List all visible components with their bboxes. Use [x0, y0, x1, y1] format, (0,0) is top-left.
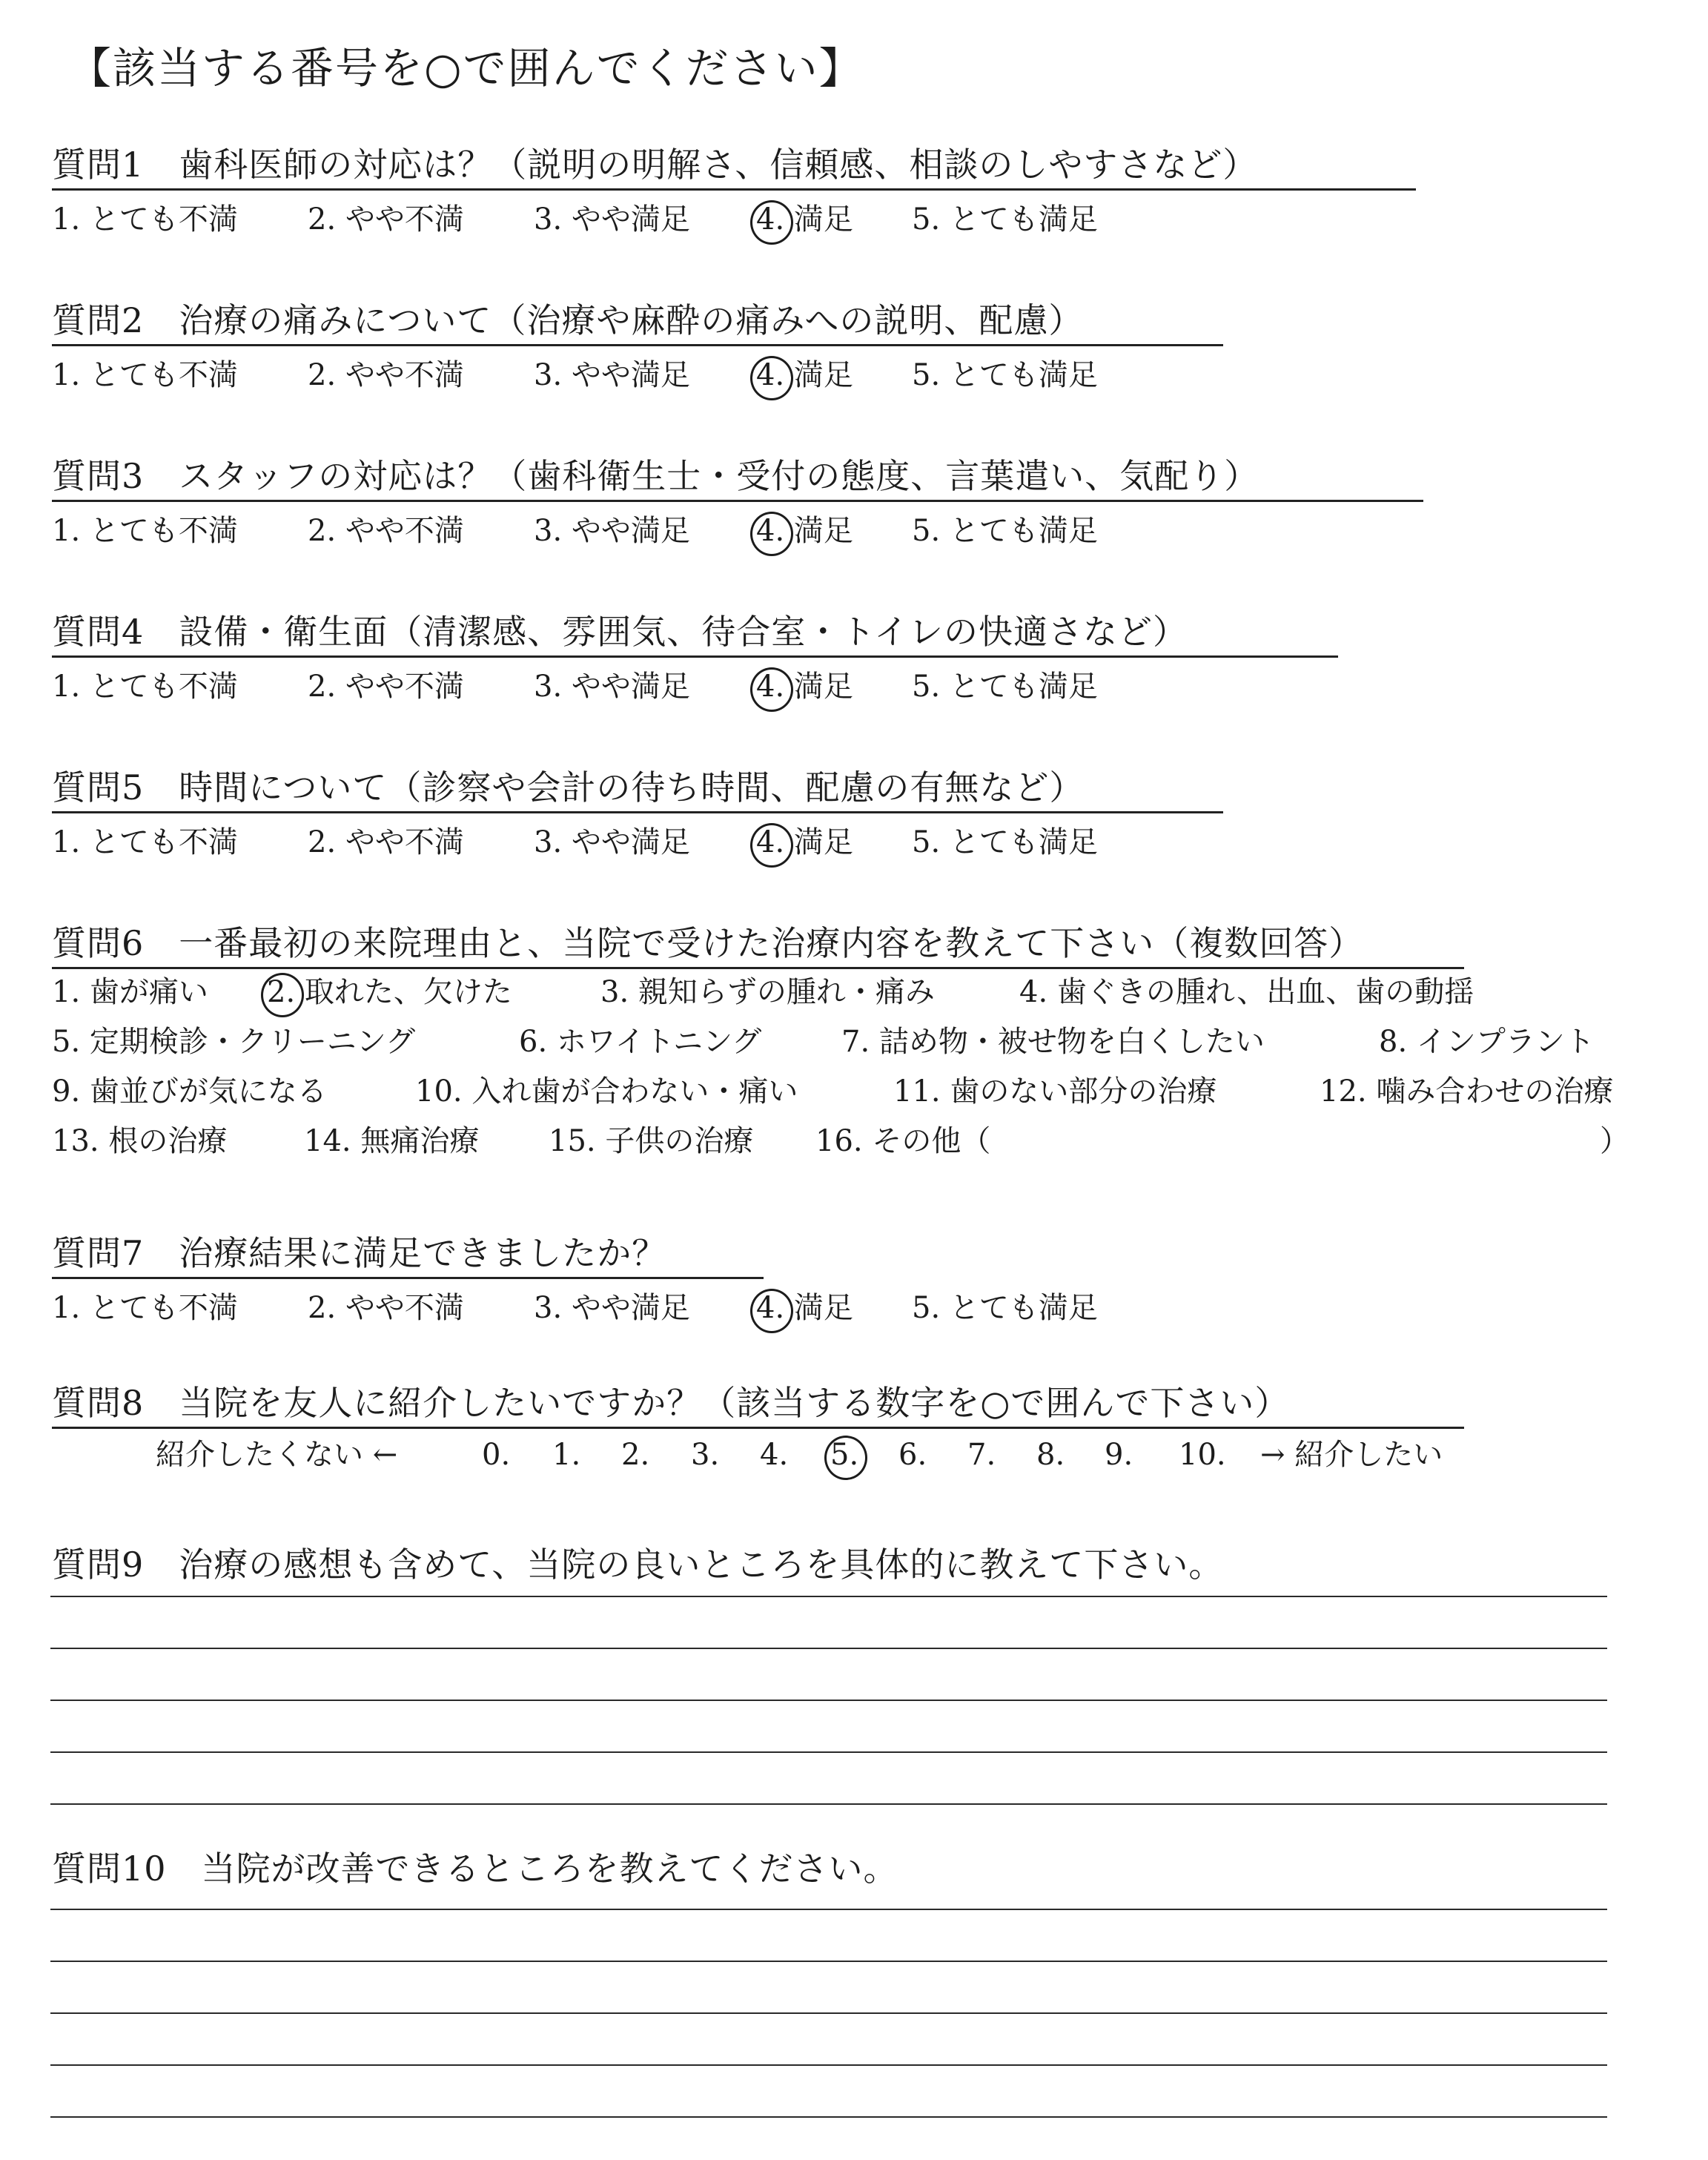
answer-option[interactable] [308, 820, 464, 865]
option-number: 14. [304, 1124, 351, 1158]
answer-option[interactable] [308, 197, 464, 242]
answer-option[interactable] [52, 820, 238, 865]
answer-option[interactable] [534, 1286, 690, 1330]
question-5-title: 質問5 時間について（診察や会計の待ち時間、配慮の有無など） [52, 767, 1085, 807]
option-label: 満足 [793, 202, 853, 237]
answer-option[interactable] [756, 509, 853, 553]
answer-line [50, 1596, 1607, 1597]
answer-option[interactable] [519, 1020, 761, 1064]
answer-option[interactable] [52, 1119, 227, 1163]
answer-line [50, 2116, 1607, 2118]
scale-number: 9. [1105, 1438, 1133, 1472]
scale-option[interactable] [760, 1433, 788, 1477]
answer-option[interactable] [52, 509, 238, 553]
scale-option[interactable] [1179, 1433, 1226, 1477]
question-2-title: 質問2 治療の痛みについて（治療や麻酔の痛みへの説明、配慮） [52, 300, 1084, 340]
option-number: 11. [893, 1074, 941, 1109]
scale-number: 10. [1179, 1438, 1226, 1472]
option-label: とても不満 [89, 825, 238, 859]
scale-option[interactable] [898, 1433, 927, 1477]
option-number-circled: 4. [756, 1286, 784, 1330]
option-number: 1. [52, 358, 81, 392]
answer-option[interactable] [52, 1286, 238, 1330]
scale-option[interactable] [691, 1433, 719, 1477]
answer-option[interactable] [534, 820, 690, 865]
scale-option[interactable] [967, 1433, 996, 1477]
answer-line [50, 2064, 1607, 2066]
option-label: やや満足 [571, 358, 690, 392]
option-label: 歯のない部分の治療 [950, 1074, 1217, 1109]
option-label: とても満足 [949, 670, 1098, 704]
scale-number: 1. [552, 1438, 581, 1472]
option-label: 歯ぐきの腫れ、出血、歯の動揺 [1056, 975, 1474, 1009]
answer-option[interactable] [912, 820, 1098, 865]
scale-option[interactable] [1036, 1433, 1065, 1477]
option-number-circled: 4. [756, 820, 784, 865]
option-label: 満足 [793, 514, 853, 548]
question-4-underline [52, 655, 1338, 658]
option-number: 13. [52, 1124, 99, 1158]
answer-line [50, 1648, 1607, 1649]
option-label: 親知らずの腫れ・痛み [638, 975, 935, 1009]
answer-option[interactable] [534, 197, 690, 242]
option-label: 満足 [793, 670, 853, 704]
answer-option[interactable] [534, 353, 690, 397]
answer-option[interactable] [549, 1119, 753, 1163]
answer-option[interactable] [308, 353, 464, 397]
option-label: とても不満 [89, 670, 238, 704]
option-label: とても満足 [949, 202, 1098, 237]
option-label: とても満足 [949, 1291, 1098, 1325]
option-number: 15. [549, 1124, 596, 1158]
answer-line [50, 2012, 1607, 2014]
scale-left-label: 紹介したくない ← [156, 1438, 398, 1472]
option-number: 10. [415, 1074, 463, 1109]
option-label: 満足 [793, 825, 853, 859]
option-number: 12. [1320, 1074, 1367, 1109]
option-number: 3. [534, 202, 563, 237]
question-2-underline [52, 344, 1223, 346]
answer-option[interactable] [841, 1020, 1265, 1064]
option-number: 7. [841, 1025, 870, 1059]
answer-option[interactable] [415, 1069, 798, 1114]
answer-option[interactable] [308, 664, 464, 709]
option-label: とても満足 [949, 358, 1098, 392]
scale-number: 7. [967, 1438, 996, 1472]
question-10-title: 質問10 当院が改善できるところを教えてください。 [52, 1849, 898, 1889]
answer-option[interactable] [534, 664, 690, 709]
option-number-circled: 4. [756, 664, 784, 709]
option-label: やや不満 [345, 202, 464, 237]
scale-option[interactable] [621, 1433, 649, 1477]
scale-option[interactable] [830, 1433, 858, 1477]
other-close-paren: ） [1600, 1124, 1629, 1158]
answer-option[interactable] [52, 970, 208, 1014]
question-9-title: 質問9 治療の感想も含めて、当院の良いところを具体的に教えて下さい。 [52, 1545, 1224, 1585]
scale-number: 2. [621, 1438, 650, 1472]
option-number: 1. [52, 514, 81, 548]
answer-option[interactable] [52, 664, 238, 709]
answer-option[interactable] [912, 509, 1098, 553]
option-label: やや不満 [345, 1291, 464, 1325]
answer-option[interactable] [756, 197, 853, 242]
option-number: 1. [52, 670, 81, 704]
option-label: とても不満 [89, 1291, 238, 1325]
option-label: 噛み合わせの治療 [1376, 1074, 1614, 1109]
option-number: 5. [912, 1291, 941, 1325]
scale-option[interactable] [552, 1433, 580, 1477]
answer-line [50, 1751, 1607, 1753]
option-label: 入れ歯が合わない・痛い [471, 1074, 798, 1109]
option-number: 3. [534, 670, 563, 704]
option-label: ホワイトニング [556, 1025, 762, 1059]
option-label: インプラント [1416, 1025, 1595, 1059]
question-5-underline [52, 811, 1223, 813]
option-label: 詰め物・被せ物を白くしたい [878, 1025, 1265, 1059]
option-number: 5. [912, 202, 941, 237]
answer-option[interactable] [308, 1286, 464, 1330]
option-label: やや不満 [345, 514, 464, 548]
option-label: やや不満 [345, 825, 464, 859]
question-3-title: 質問3 スタッフの対応は？（歯科衛生士・受付の態度、言葉遣い、気配り） [52, 456, 1260, 496]
answer-option[interactable] [912, 197, 1098, 242]
answer-option[interactable] [912, 353, 1098, 397]
option-number: 2. [308, 358, 337, 392]
option-number: 2. [308, 202, 337, 237]
scale-option[interactable] [482, 1433, 510, 1477]
option-number: 3. [534, 825, 563, 859]
question-3-underline [52, 500, 1423, 502]
answer-option[interactable] [756, 1286, 853, 1330]
answer-option[interactable] [52, 353, 238, 397]
option-number: 3. [534, 514, 563, 548]
option-number: 2. [308, 1291, 337, 1325]
option-number-circled: 4. [756, 197, 784, 242]
option-label: とても不満 [89, 202, 238, 237]
option-label: やや満足 [571, 825, 690, 859]
option-number: 3. [534, 358, 563, 392]
option-label: やや満足 [571, 514, 690, 548]
answer-option[interactable] [1019, 970, 1474, 1014]
option-label: 子供の治療 [605, 1124, 754, 1158]
answer-option[interactable] [267, 970, 512, 1014]
question-4-title: 質問4 設備・衛生面（清潔感、雰囲気、待合室・トイレの快適さなど） [52, 612, 1188, 652]
answer-option[interactable] [52, 1069, 327, 1114]
scale-number: 4. [760, 1438, 789, 1472]
answer-option[interactable] [534, 509, 690, 553]
option-label: 定期検診・クリーニング [89, 1025, 416, 1059]
answer-option[interactable] [815, 1119, 990, 1163]
answer-line [50, 1961, 1607, 1962]
option-number: 5. [912, 514, 941, 548]
option-number: 3. [534, 1291, 563, 1325]
answer-option[interactable] [912, 664, 1098, 709]
option-label: とても満足 [949, 514, 1098, 548]
scale-number: 0. [482, 1438, 511, 1472]
option-number: 2. [308, 514, 337, 548]
scale-number-circled: 5. [830, 1433, 858, 1477]
answer-line [50, 1803, 1607, 1805]
option-number: 1. [52, 202, 81, 237]
answer-option[interactable] [756, 664, 853, 709]
option-label: 歯が痛い [89, 975, 208, 1009]
scale-number: 8. [1036, 1438, 1065, 1472]
question-1-underline [52, 188, 1416, 191]
question-8-title: 質問8 当院を友人に紹介したいですか？（該当する数字を○で囲んで下さい） [52, 1383, 1290, 1423]
option-number: 5. [912, 670, 941, 704]
option-label: とても満足 [949, 825, 1098, 859]
question-8-underline [52, 1427, 1464, 1429]
option-number: 2. [308, 670, 337, 704]
option-number-circled: 2. [267, 970, 295, 1014]
option-number: 1. [52, 825, 81, 859]
question-7-underline [52, 1277, 764, 1279]
question-1-title: 質問1 歯科医師の対応は？（説明の明解さ、信頼感、相談のしやすさなど） [52, 145, 1258, 185]
option-label: 無痛治療 [360, 1124, 480, 1158]
answer-line [50, 1909, 1607, 1910]
answer-option[interactable] [756, 353, 853, 397]
option-number: 5. [912, 358, 941, 392]
answer-option[interactable] [1320, 1069, 1613, 1114]
option-label: やや満足 [571, 1291, 690, 1325]
option-number: 16. [815, 1124, 863, 1158]
option-label: その他（ [872, 1124, 991, 1158]
answer-option[interactable] [893, 1069, 1217, 1114]
option-number: 5. [912, 825, 941, 859]
page-title: 【該当する番号を○で囲んでください】 [68, 43, 864, 93]
option-number: 8. [1379, 1025, 1408, 1059]
option-label: やや満足 [571, 670, 690, 704]
answer-option[interactable] [1379, 1020, 1595, 1064]
answer-option[interactable] [756, 820, 853, 865]
option-label: とても不満 [89, 358, 238, 392]
option-number: 2. [308, 825, 337, 859]
scale-option[interactable] [1105, 1433, 1133, 1477]
option-label: 満足 [793, 358, 853, 392]
option-number: 9. [52, 1074, 81, 1109]
answer-option[interactable] [600, 970, 935, 1014]
answer-option[interactable] [52, 197, 238, 242]
option-number-circled: 4. [756, 509, 784, 553]
option-label: やや不満 [345, 670, 464, 704]
option-number: 1. [52, 1291, 81, 1325]
option-label: 満足 [793, 1291, 853, 1325]
question-6-title: 質問6 一番最初の来院理由と、当院で受けた治療内容を教えて下さい（複数回答） [52, 923, 1364, 963]
answer-option[interactable] [912, 1286, 1098, 1330]
option-number: 4. [1019, 975, 1048, 1009]
option-number: 6. [519, 1025, 548, 1059]
answer-option[interactable] [52, 1020, 415, 1064]
option-number-circled: 4. [756, 353, 784, 397]
option-label: 取れた、欠けた [304, 975, 512, 1009]
option-number: 5. [52, 1025, 81, 1059]
option-label: やや不満 [345, 358, 464, 392]
option-number: 3. [600, 975, 629, 1009]
option-label: とても不満 [89, 514, 238, 548]
option-label: やや満足 [571, 202, 690, 237]
answer-option[interactable] [308, 509, 464, 553]
question-6-underline [52, 967, 1464, 969]
answer-line [50, 1700, 1607, 1701]
option-label: 根の治療 [108, 1124, 228, 1158]
option-number: 1. [52, 975, 81, 1009]
scale-number: 6. [898, 1438, 927, 1472]
scale-number: 3. [691, 1438, 720, 1472]
question-7-title: 質問7 治療結果に満足できましたか？ [52, 1233, 667, 1273]
scale-right-label: → 紹介したい [1260, 1438, 1443, 1472]
answer-option[interactable] [304, 1119, 479, 1163]
option-label: 歯並びが気になる [89, 1074, 327, 1109]
